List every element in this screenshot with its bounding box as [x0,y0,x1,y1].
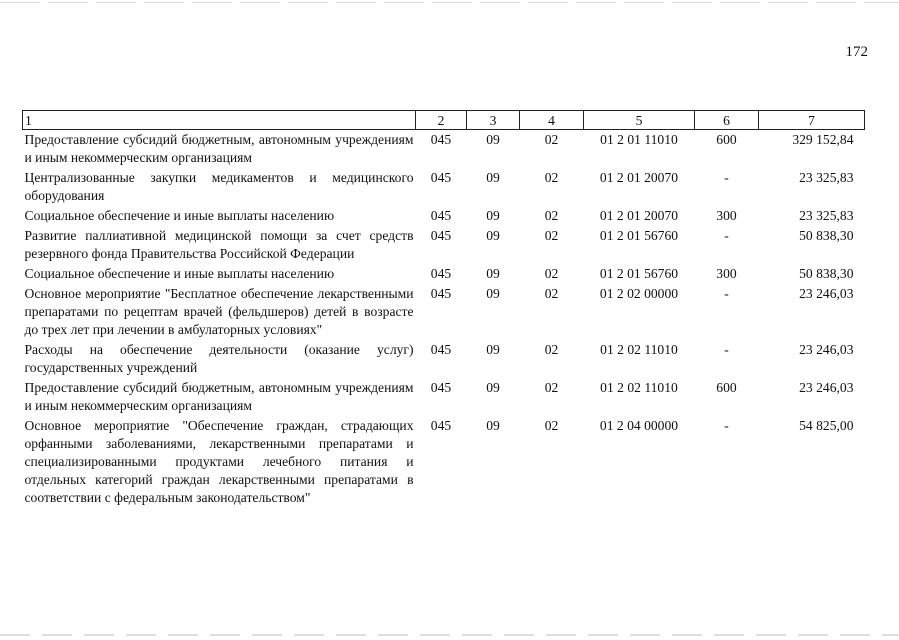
row-target-code: 01 2 01 56760 [599,228,679,243]
row-expense-type: 300 [716,266,737,281]
row-ministry-code: 045 [430,380,452,395]
row-subsection-code: 02 [544,342,559,357]
table-row [23,340,865,378]
row-name: Социальное обеспечение и иные выплаты населению [24,208,335,223]
table-row [23,206,865,226]
row-subsection-code: 02 [544,132,559,147]
row-expense-type: - [724,342,729,357]
table-row [23,378,865,416]
header-col-6: 6 [695,111,759,130]
row-expense-type: - [724,170,729,185]
header-col-4: 4 [520,111,584,130]
row-target-code: 01 2 02 00000 [599,286,679,301]
row-section-code: 09 [486,228,500,243]
row-amount: 23 246,03 [799,380,854,395]
row-name: Централизованные закупки медикаментов и медицинского оборудования [24,170,414,203]
table-row [23,168,865,206]
row-expense-type: 300 [716,208,737,223]
page-number: 172 [845,44,868,60]
row-subsection-code: 02 [544,170,559,185]
row-section-code: 09 [486,286,500,301]
header-col-5: 5 [584,111,695,130]
row-ministry-code: 045 [430,208,452,223]
header-col-3: 3 [467,111,520,130]
row-amount: 23 325,83 [799,208,854,223]
row-expense-type: - [724,418,729,433]
row-ministry-code: 045 [430,286,452,301]
row-target-code: 01 2 04 00000 [599,418,679,433]
row-target-code: 01 2 01 11010 [600,132,678,147]
header-col-2: 2 [416,111,467,130]
row-expense-type: - [724,228,729,243]
row-name: Развитие паллиативной медицинской помощи за счет средств резервного фонда Правительства Российской Федерации [24,228,414,261]
row-expense-type: 600 [716,380,737,395]
row-target-code: 01 2 02 11010 [600,342,678,357]
row-ministry-code: 045 [430,418,452,433]
row-subsection-code: 02 [544,418,559,433]
scan-edge-bottom [0,634,899,636]
row-target-code: 01 2 01 20070 [599,170,679,185]
row-amount: 50 838,30 [799,228,854,243]
table-row [23,226,865,264]
row-subsection-code: 02 [544,228,559,243]
row-name: Предоставление субсидий бюджетным, автономным учреждениям и иным некоммерческим организациям [24,132,414,165]
row-target-code: 01 2 01 20070 [599,208,679,223]
row-amount: 50 838,30 [799,266,854,281]
table-header [23,111,865,130]
table-row [23,284,865,340]
row-section-code: 09 [486,342,500,357]
row-ministry-code: 045 [430,266,452,281]
table-row [23,416,865,508]
row-subsection-code: 02 [544,266,559,281]
table-body [23,130,865,509]
row-section-code: 09 [486,170,500,185]
budget-table [22,110,865,508]
row-name: Основное мероприятие "Обеспечение граждан, страдающих орфанными заболеваниями, лекарственными препаратами и специализированными продуктами лечебного питания и отдельных категорий граждан лекарственными препаратами в соответствии с федеральным законодательством" [24,418,414,505]
row-expense-type: 600 [716,132,737,147]
table-row [23,130,865,169]
row-name: Расходы на обеспечение деятельности (оказание услуг) государственных учреждений [24,342,414,375]
row-section-code: 09 [486,380,500,395]
scan-edge-top [0,2,899,3]
row-amount: 329 152,84 [792,132,854,147]
row-ministry-code: 045 [430,342,452,357]
row-subsection-code: 02 [544,286,559,301]
row-amount: 23 246,03 [799,342,854,357]
row-section-code: 09 [486,208,500,223]
row-target-code: 01 2 01 56760 [599,266,679,281]
row-subsection-code: 02 [544,380,559,395]
row-section-code: 09 [486,266,500,281]
row-expense-type: - [724,286,729,301]
header-col-7: 7 [759,111,865,130]
header-row [23,111,865,130]
row-section-code: 09 [486,132,500,147]
row-name: Социальное обеспечение и иные выплаты населению [24,266,335,281]
row-section-code: 09 [486,418,500,433]
row-amount: 54 825,00 [799,418,854,433]
row-subsection-code: 02 [544,208,559,223]
row-name: Предоставление субсидий бюджетным, автономным учреждениям и иным некоммерческим организациям [24,380,414,413]
row-amount: 23 325,83 [799,170,854,185]
row-ministry-code: 045 [430,228,452,243]
row-target-code: 01 2 02 11010 [600,380,678,395]
row-ministry-code: 045 [430,132,452,147]
header-col-1: 1 [23,111,416,130]
row-name: Основное мероприятие "Бесплатное обеспечение лекарственными препаратами по рецептам врачей (фельдшеров) детей в возрасте до трех лет при лечении в амбулаторных условиях" [24,286,414,337]
row-ministry-code: 045 [430,170,452,185]
row-amount: 23 246,03 [799,286,854,301]
table-row [23,264,865,284]
